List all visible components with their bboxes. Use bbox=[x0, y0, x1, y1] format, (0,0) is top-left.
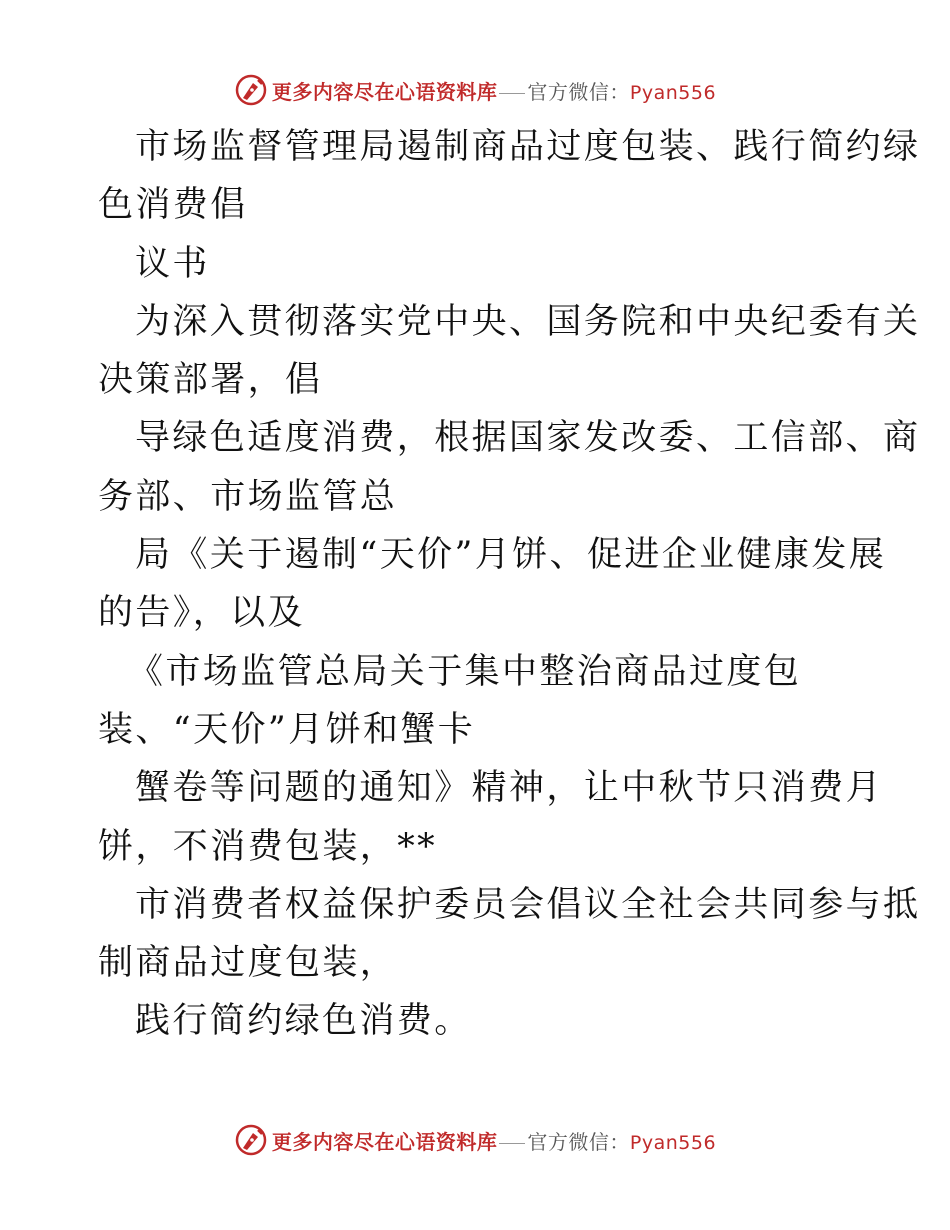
doc-line: 市消费者权益保护委员会倡议全社会共同参与抵 bbox=[135, 884, 921, 925]
doc-line: 制商品过度包装， bbox=[98, 943, 398, 984]
pen-nib-logo-icon bbox=[234, 73, 268, 107]
doc-line: 议书 bbox=[135, 243, 210, 284]
doc-line: 蟹卷等问题的通知》精神，让中秋节只消费月 bbox=[135, 768, 884, 809]
doc-line: 为深入贯彻落实党中央、国务院和中央纪委有关 bbox=[135, 301, 921, 342]
doc-line: 市场监督管理局遏制商品过度包装、践行简约绿 bbox=[135, 127, 921, 167]
watermark-divider bbox=[499, 93, 525, 94]
doc-line: 务部、市场监管总 bbox=[98, 476, 398, 517]
doc-line: 决策部署，倡 bbox=[98, 360, 323, 401]
doc-line: 饼，不消费包装，** bbox=[98, 826, 438, 867]
document-body bbox=[98, 118, 921, 1051]
watermark-label: 官方微信： bbox=[527, 1129, 630, 1154]
watermark-handle: Pyan556 bbox=[629, 1131, 717, 1154]
doc-line: 《市场监管总局关于集中整治商品过度包 bbox=[128, 651, 802, 692]
doc-line: 的告》，以及 bbox=[98, 593, 305, 634]
footer-watermark bbox=[0, 1120, 950, 1160]
watermark-divider bbox=[499, 1143, 525, 1144]
doc-line: 践行简约绿色消费。 bbox=[135, 1001, 472, 1042]
watermark-handle: Pyan556 bbox=[629, 81, 717, 104]
doc-line: 导绿色适度消费，根据国家发改委、工信部、商 bbox=[135, 418, 921, 459]
header-watermark bbox=[0, 70, 950, 110]
watermark-text: 更多内容尽在心语资料库 bbox=[271, 1129, 498, 1154]
doc-line: 装、“天价”月饼和蟹卡 bbox=[98, 709, 476, 750]
watermark-text: 更多内容尽在心语资料库 bbox=[271, 79, 498, 104]
doc-line: 局《关于遏制“天价”月饼、促进企业健康发展 bbox=[135, 535, 887, 576]
watermark-label: 官方微信： bbox=[527, 79, 630, 104]
doc-line: 色消费倡 bbox=[98, 185, 248, 226]
pen-nib-logo-icon bbox=[234, 1123, 268, 1157]
